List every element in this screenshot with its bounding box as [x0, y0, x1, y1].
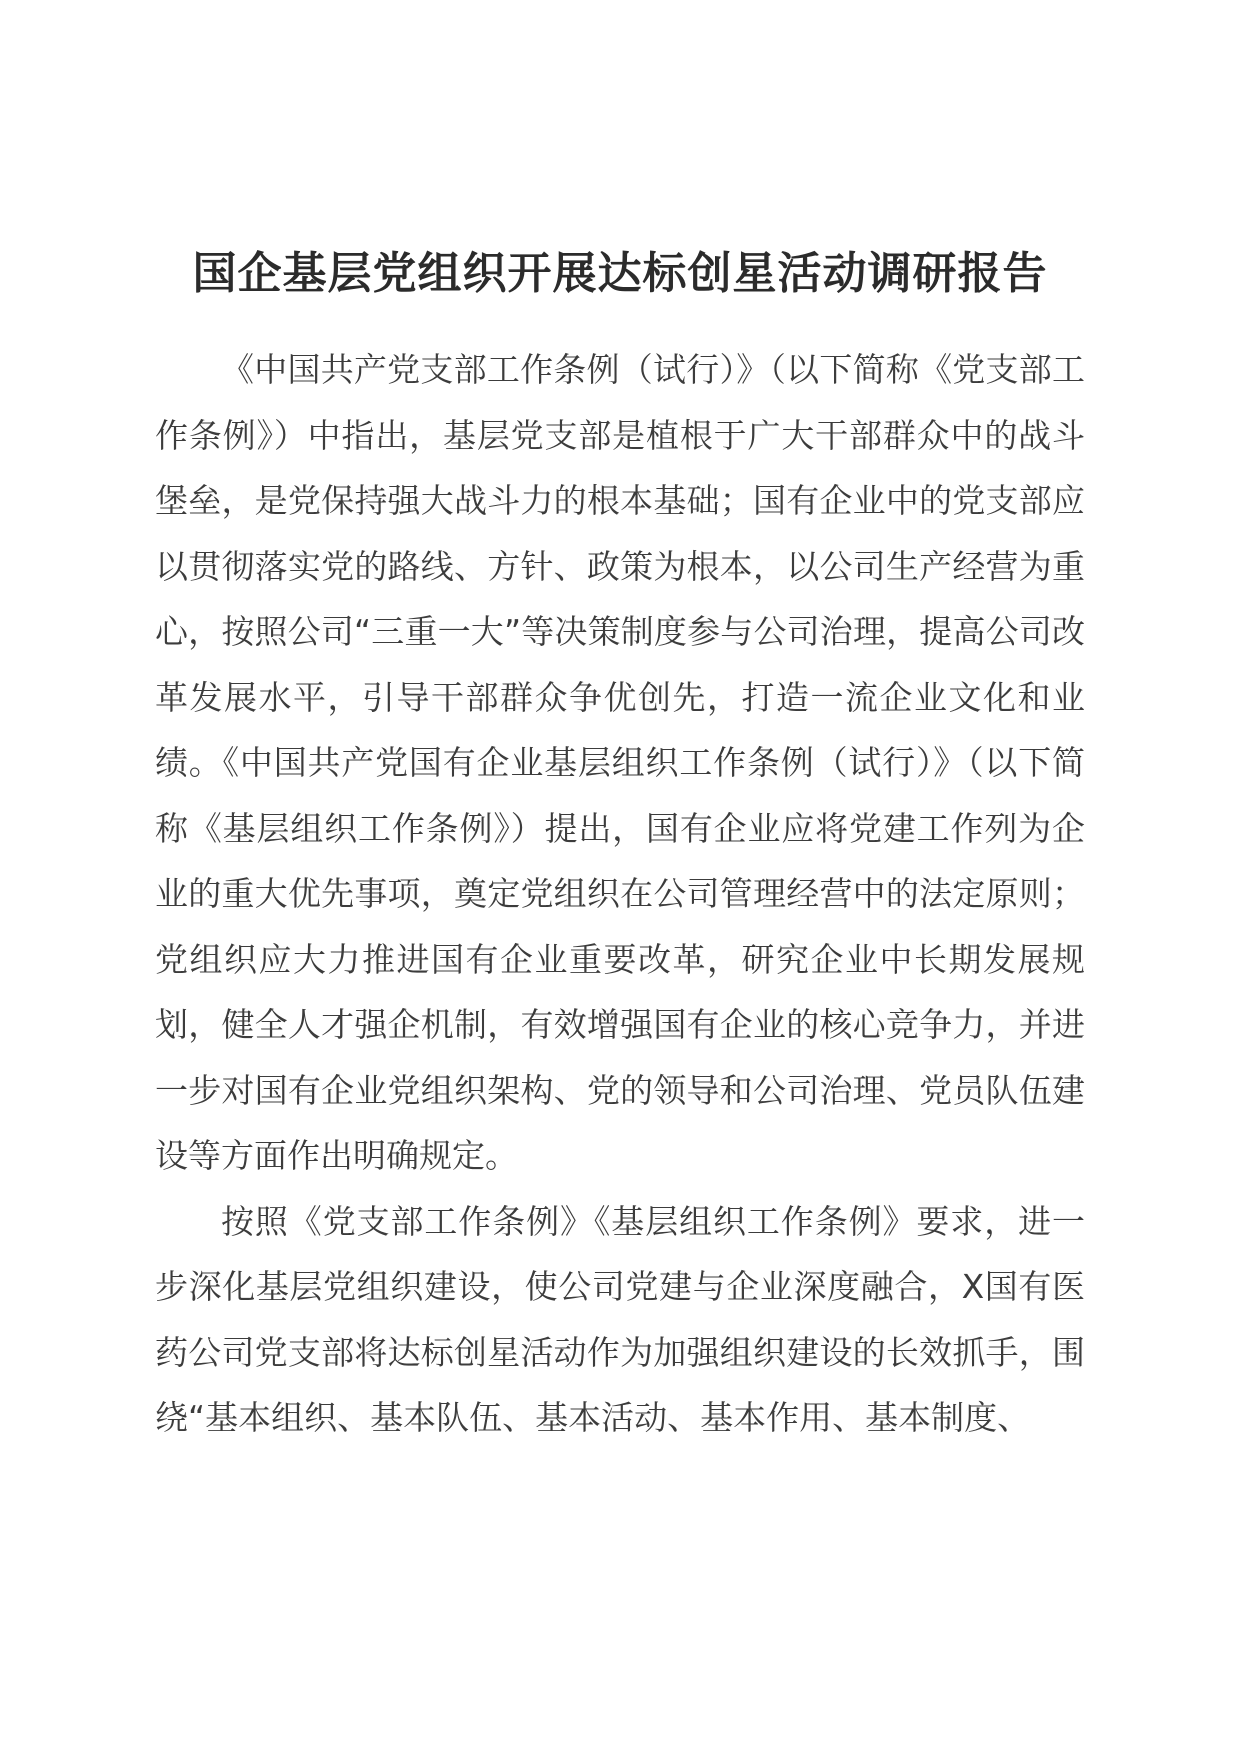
- document-title: 国企基层党组织开展达标创星活动调研报告: [192, 248, 1048, 299]
- paragraph-1: 《中国共产党支部工作条例（试行）》（以下简称《党支部工作条例》）中指出，基层党支部是植根于广大干部群众中的战斗堡垒，是党保持强大战斗力的根本基础；国有企业中的党支部应以贯彻落实党的路线、方针、政策为根本，以公司生产经营为重心，按照公司“三重一大”等决策制度参与公司治理，提高公司改革发展水平，引导干部群众争优创先，打造一流企业文化和业绩。《中国共产党国有企业基层组织工作条例（试行）》（以下简称《基层组织工作条例》）提出，国有企业应将党建工作列为企业的重大优先事项，奠定党组织在公司管理经营中的法定原则；党组织应大力推进国有企业重要改革，研究企业中长期发展规划，健全人才强企机制，有效增强国有企业的核心竞争力，并进一步对国有企业党组织架构、党的领导和公司治理、党员队伍建设等方面作出明确规定。: [155, 350, 1085, 1175]
- paragraph-2: 按照《党支部工作条例》《基层组织工作条例》要求，进一步深化基层党组织建设，使公司党建与企业深度融合，X国有医药公司党支部将达标创星活动作为加强组织建设的长效抓手，围绕“基本组织、基本队伍、基本活动、基本作用、基本制度、: [155, 1201, 1085, 1437]
- document-body: [155, 337, 1085, 1451]
